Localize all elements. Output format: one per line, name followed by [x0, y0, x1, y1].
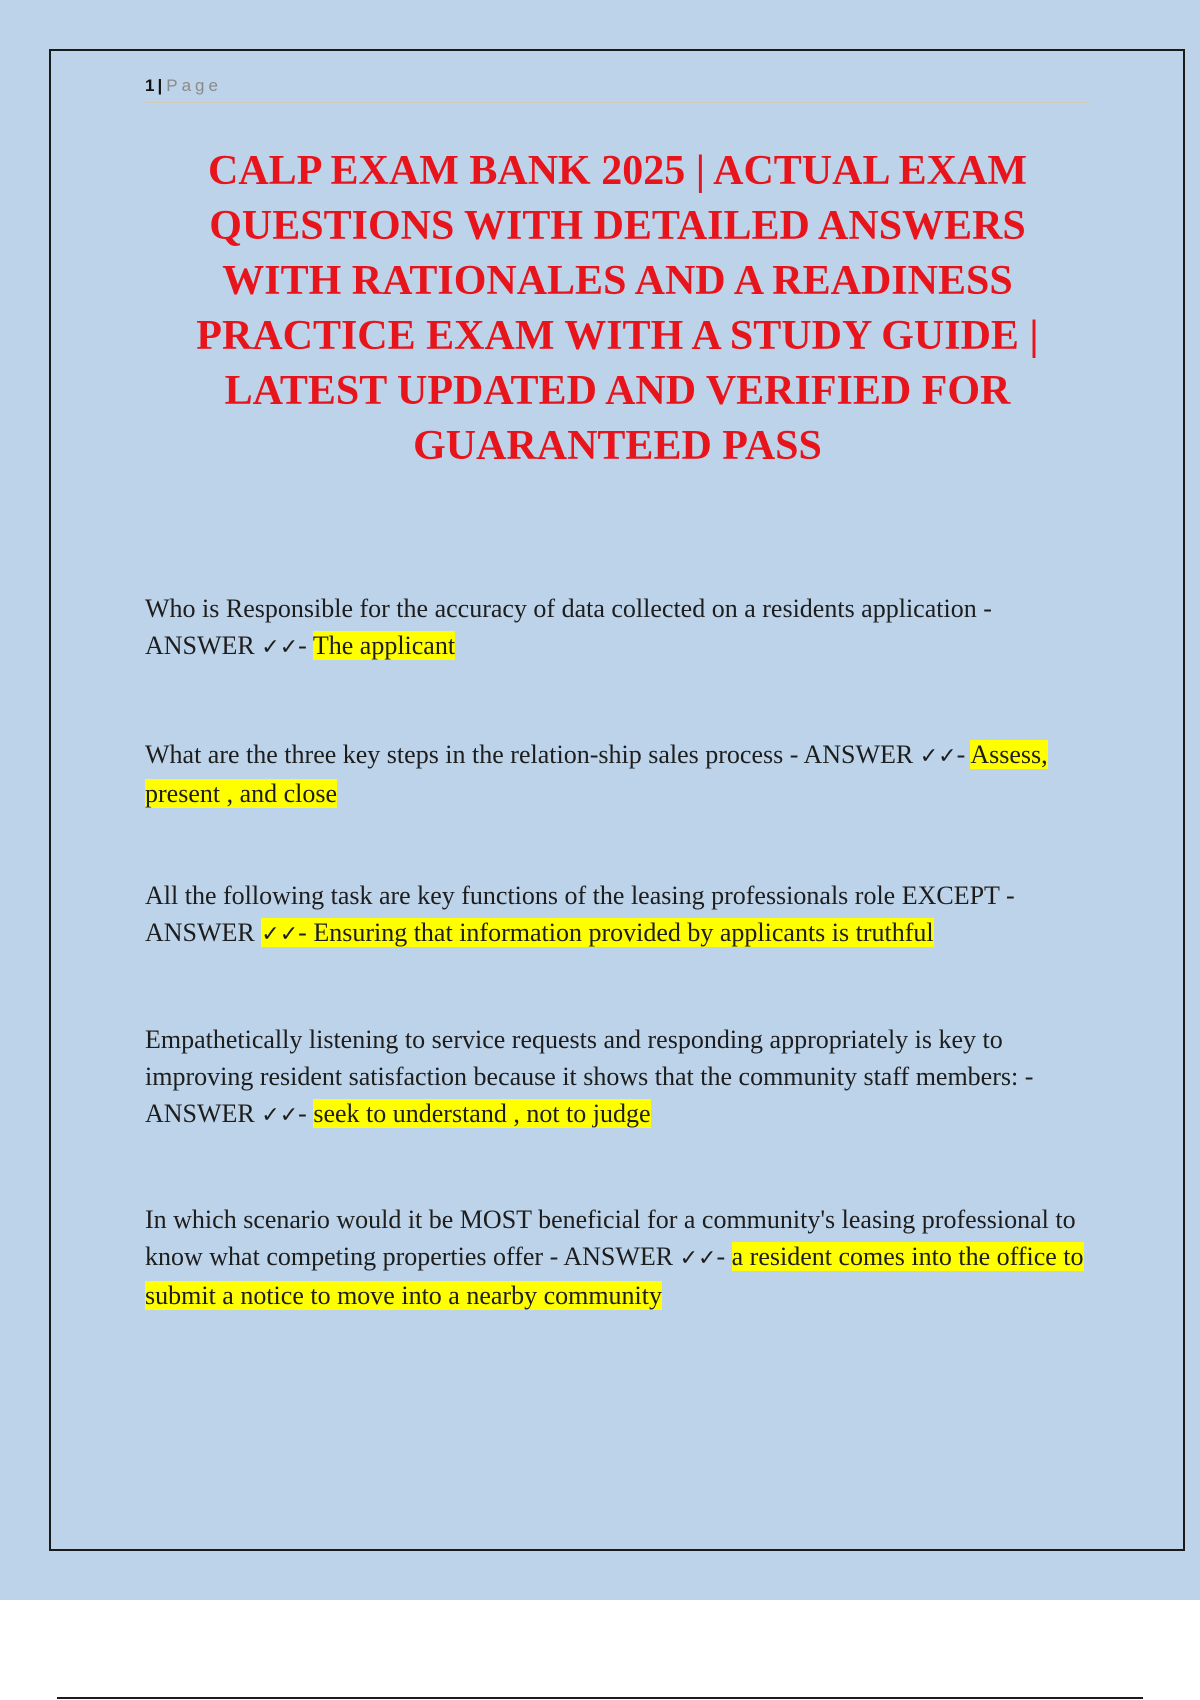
answer-text: Assess, present , and close — [145, 740, 1048, 808]
qa-item-4: Empathetically listening to service requests and responding appropriately is key to improving resident satisfaction because it shows that the community staff members: - ANSWER ✓✓- seek to understand , not to judge — [145, 1025, 1034, 1128]
qa-item-1: Who is Responsible for the accuracy of data collected on a residents application - ANSWER ✓✓- The applicant — [145, 594, 992, 660]
question-text: What are the three key steps in the relation-ship sales process — [145, 740, 784, 769]
check-icon: ✓✓ — [261, 922, 299, 947]
question-text: Who is Responsible for the accuracy of data collected on a residents application — [145, 594, 977, 623]
answer-text: a resident comes into the office to submit a notice to move into a nearby community — [145, 1242, 1084, 1310]
answer-marker: ANSWER — [803, 740, 914, 769]
answer-text: Ensuring that information provided by applicants is truthful — [313, 918, 934, 947]
qa-item-2: What are the three key steps in the relation-ship sales process - ANSWER ✓✓- Assess, present , and close — [145, 740, 1048, 808]
answer-marker: ANSWER — [145, 1099, 255, 1128]
qa-item-3: All the following task are key functions of the leasing professionals role EXCEPT - ANSWER ✓✓- Ensuring that information provided by applicants is truthful — [145, 881, 1015, 947]
answer-marker: ANSWER — [145, 631, 255, 660]
qa-item-5: In which scenario would it be MOST beneficial for a community's leasing professional to know what competing properties offer - ANSWER ✓✓- a resident comes into the office to submit a notice to move into a nearby community — [145, 1205, 1084, 1310]
page-label: Page — [166, 76, 222, 95]
question-text: All the following task are key functions of the leasing professionals role EXCEPT — [145, 881, 1000, 910]
answer-text: seek to understand , not to judge — [313, 1099, 651, 1128]
check-icon: ✓✓ — [679, 1246, 717, 1271]
document-title: CALP EXAM BANK 2025 | ACTUAL EXAM QUESTIONS WITH DETAILED ANSWERS WITH RATIONALES AND A READINESS PRACTICE EXAM WITH A STUDY GUIDE | LATEST UPDATED AND VERIFIED FOR GUARANTEED PASS — [196, 148, 1039, 469]
check-icon: ✓✓ — [261, 1103, 299, 1128]
answer-marker: ANSWER — [563, 1242, 674, 1271]
answer-text: The applicant — [312, 631, 456, 660]
question-text: Empathetically listening to service requests and responding appropriately is key to improving resident satisfaction because it shows that the community staff members: — [145, 1025, 1019, 1091]
page-number: 1 — [145, 76, 155, 95]
check-icon: ✓✓ — [919, 744, 957, 769]
answer-marker: ANSWER — [145, 918, 255, 947]
page-header — [145, 74, 1090, 103]
bottom-rule — [57, 1697, 1143, 1699]
check-icon: ✓✓ — [261, 635, 299, 660]
question-text: In which scenario would it be MOST beneficial for a community's leasing professional to know what competing properties offer — [145, 1205, 1076, 1271]
page-header-separator: | — [157, 76, 163, 95]
